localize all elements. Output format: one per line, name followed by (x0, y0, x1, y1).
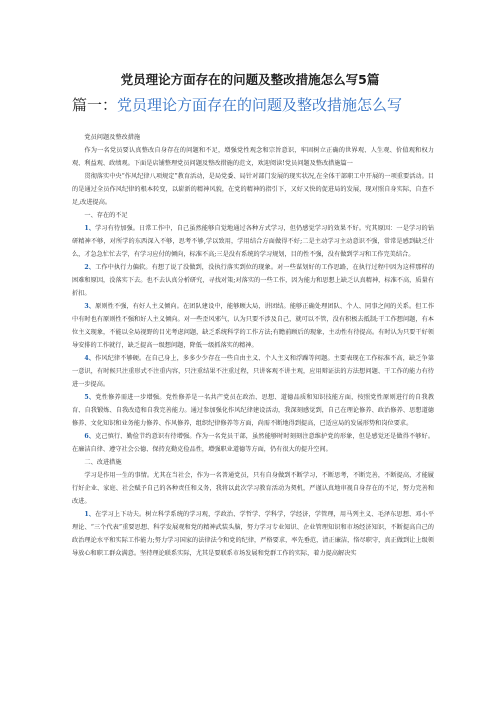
item-number: 5、 (84, 394, 96, 401)
paragraph-text: 原则性不强，有好人主义倾向。在团队建设中，能够顾大局，讲团结。能够正确处理团队、个人、同事之间的关系。但工作中有时也有原则性不强和好人主义倾向。对一些歪风邪气，认为只要不涉及自己，就可以不管，没有积极去抵制;干工作想问题，有本位主义现象，不能以全局视野的目光考虑问题，缺乏系统科学的工作方法;有瞻前顾后的现象，主动性有待提高。有时认为只要干好领导安排的工作就行，缺乏提高一级想问题，降低一级抓落实的精神。 (72, 303, 435, 349)
paragraph-text: 学习有待加强。日常工作中，自己虽然能够自觉地通过各种方式学习，但仍感觉学习的效果不好。究其原因：一是学习的钻研精神不够，对所学的东西深入不够，思考不够,学以致用，学用结合方面做得不好;二是主动学习主动意识不强，常常是感到缺乏什么，才急急忙忙去学，有学习应付的倾向，标准不高;三是没有系统的学习规划，目的性不强，没有做到学习和工作完美结合。 (72, 225, 435, 258)
item-number: 4、 (84, 355, 96, 362)
paragraph-text: 作风纪律不够硬。在自己身上，多多少少存在一些自由主义、个人主义和浮躁等问题。主要表现在工作标准不高，缺乏争第一意识，有时候只注重形式不注重内容，只注重结果不注重过程，只讲客观不讲主观，应用辩证法的方法想问题、干工作的能力有待进一步提高。 (72, 355, 435, 388)
paragraph (72, 456, 434, 469)
paragraph (72, 222, 434, 261)
item-number: 6、 (84, 433, 96, 440)
paragraph (72, 391, 434, 430)
paragraph (72, 144, 434, 170)
paragraph (72, 508, 434, 560)
paragraph-text: 学习是作用一生的事情。尤其在当社会，作为一名普通党员，只有自身做到不断学习，不断思考，不断完善，不断提高，才能履行好企业、家庭、社会赋予自己的各种责任和义务，我将以此次学习教育活动为契机，严谨认真地审视自身存在的不足，努力完善和改进。 (72, 472, 434, 505)
paragraph (72, 300, 434, 352)
document-title: 党员理论方面存在的问题及整改措施怎么写5篇 (120, 72, 380, 87)
paragraph (72, 430, 434, 456)
paragraph-text: 党性修养需进一步增强。党性修养是一名共产党员在政治、思想、道德品质和知识技能方面，按照党性原则进行的自我教育、自我锻炼、自我改造和自我完善能力。通过参加强化作风纪律建设活动，我深刻感觉到，自己在理论修养、政治修养、思想道德修养、文化知识和业务能力修养、作风修养，组织纪律修养等方面，尚需不断地得到提高，已适应局的发展形势和岗位要求。 (72, 394, 435, 427)
item-number: 3、 (84, 303, 96, 310)
paragraph (72, 131, 434, 144)
article-body (72, 131, 434, 560)
paragraph (72, 469, 434, 508)
paragraph (72, 261, 434, 300)
paragraph-text: 工作中执行力偏软。有想了说了没做到，没执行落实到位的现象。对一些谋划好的工作思路，在执行过程中因为这样那样的困难和原因，没落实下去。也不去认真分析研究，寻找对策;对落实的一些工作，因为能力和思想上缺乏认真精神，标准不高，质量有折扣。 (72, 264, 435, 297)
paragraph-text: 贯彻落实中央“作风纪律八项规定”教育活动，是局党委、局针对部门发展的现实状况,在全体干部职工中开展的一项重要活动。目的是通过全员作风纪律的根本转变，以崭新的精神风貌，在党的精神的指引下，又好又快的促进局的发展，现对照自身实际，自查不足,改进提高。 (72, 173, 434, 206)
item-number: 2、 (84, 264, 96, 271)
item-number: 1、 (84, 511, 96, 518)
paragraph-text: 作为一名党员要认真整改自身存在的问题和不足，增强党性观念和宗旨意识，牢固树立正确的世界观、人生观、价值观和权力观、利益观、政绩观。下面是店铺整理党员问题及整改措施的范文，欢迎阅读!党员问题及整改措施篇一 (72, 147, 434, 167)
item-number: 1、 (84, 225, 96, 232)
paragraph (72, 170, 434, 209)
paragraph-text: 党员问题及整改措施 (84, 134, 141, 141)
paragraph-text: 在学习上下功夫。树立科学系统的学习观，学政治、学哲学、学科学，学经济，学管理，用马列主义、毛泽东思想、邓小平理论、“三个代表”重要思想、科学发展观和党的精神武装头脑，努力学习专业知识、企业管理知识和市场经济知识，不断提高自己的政治理论水平和实际工作能力;努力学习国家的法律法令和党的纪律，严格要求，率先垂范，清正廉洁，恪尽职守，真正做到让上级领导放心和职工群众满意。坚持理论联系实际，尤其是要联系市场发展和党群工作的实际，着力提高解决实 (72, 511, 435, 557)
paragraph-text: 克己慎行、勤俭节约意识有待增强。作为一名党员干部，虽然能够时时刻刻注意维护党的形象，但是感觉还是做得不够好。在廉洁自律、遵守社会公德、保持克勤克俭品性，增强职业道德等方面，仍有很大的提升空间。 (72, 433, 435, 453)
paragraph-text: 二、改进措施 (84, 459, 122, 466)
paragraph (72, 352, 434, 391)
paragraph (72, 209, 434, 222)
chapter-heading (72, 94, 452, 115)
chapter-title: 党员理论方面存在的问题及整改措施怎么写 (117, 96, 403, 114)
paragraph-text: 一、存在的不足 (84, 212, 128, 219)
chapter-prefix: 篇一： (72, 96, 118, 114)
